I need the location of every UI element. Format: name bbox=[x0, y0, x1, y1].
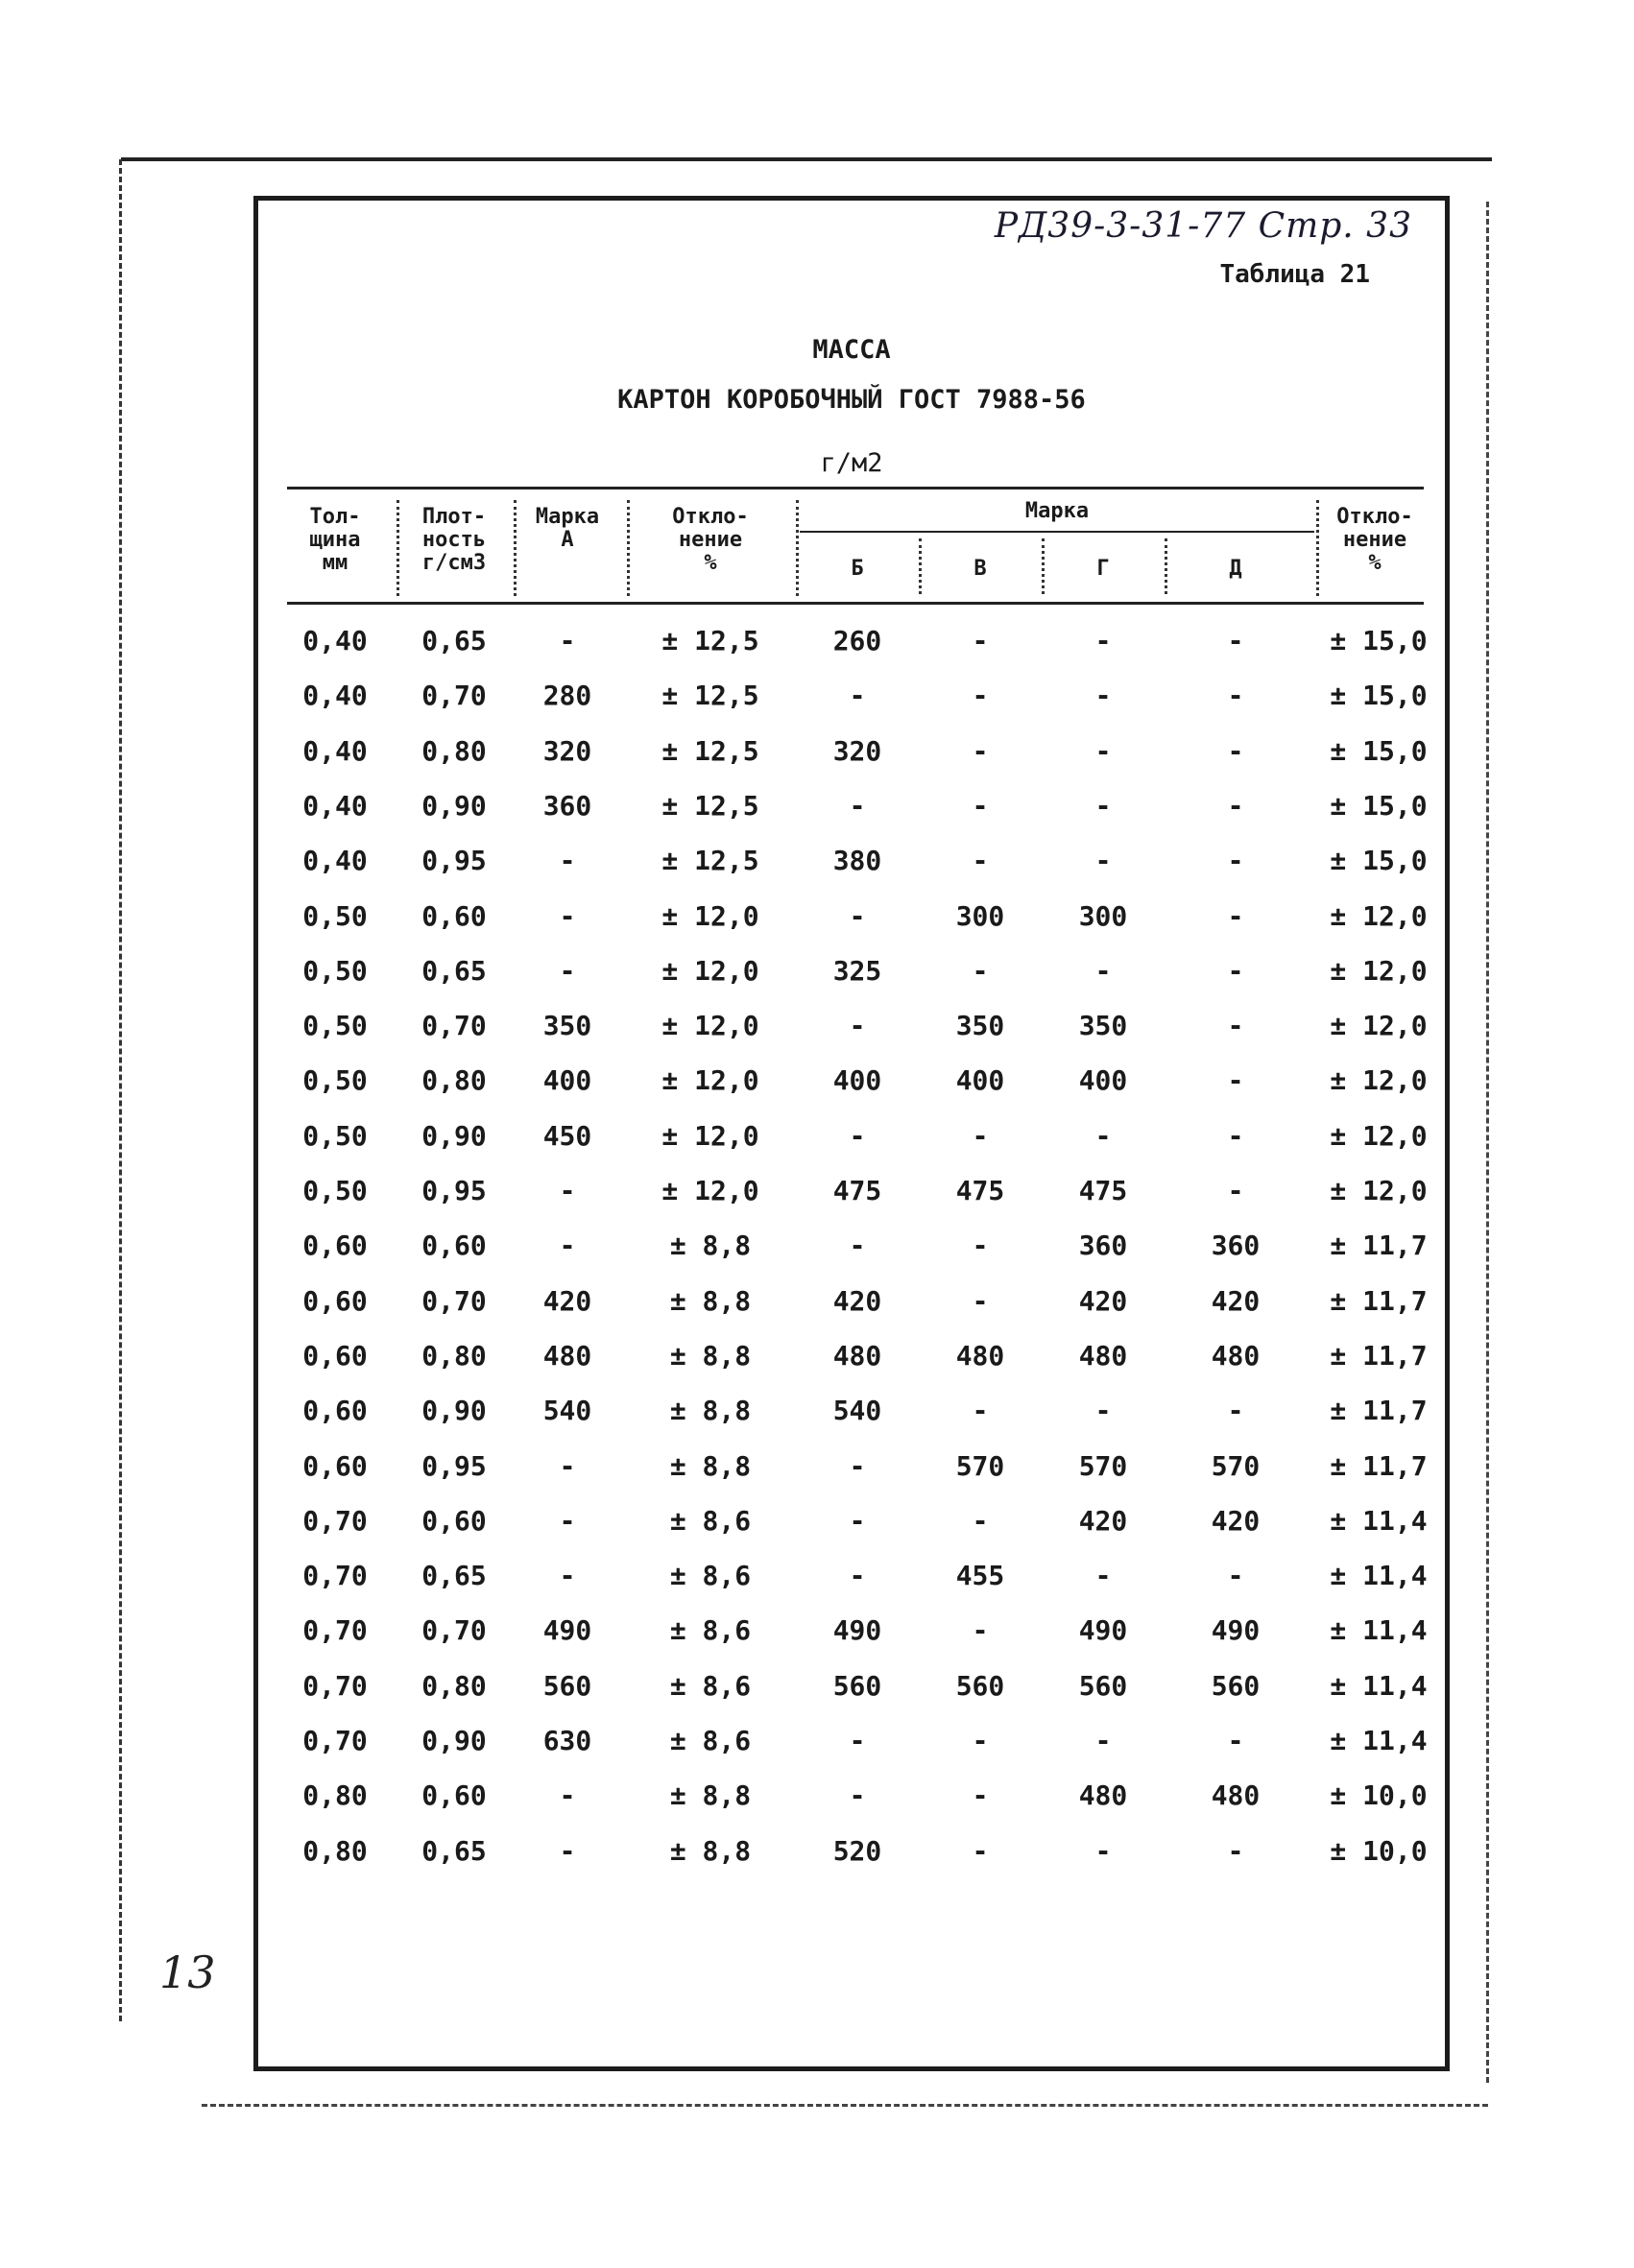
header-density-line2: ность bbox=[421, 528, 487, 552]
cell-grade-v: - bbox=[972, 1119, 989, 1152]
header-grade-v: В bbox=[973, 557, 987, 581]
table-row bbox=[258, 1340, 1445, 1394]
cell-deviation-a: ± 12,0 bbox=[661, 1175, 759, 1206]
cell-grade-a: - bbox=[559, 954, 576, 987]
cell-grade-d: - bbox=[1227, 899, 1244, 932]
cell-grade-g: 300 bbox=[1078, 899, 1128, 932]
cell-deviation: ± 12,0 bbox=[1330, 1010, 1428, 1042]
header-deviation-line1: Откло- bbox=[1336, 505, 1413, 529]
cell-grade-g: 420 bbox=[1078, 1504, 1128, 1537]
cell-thickness: 0,60 bbox=[302, 1449, 368, 1482]
document-frame bbox=[253, 196, 1450, 2071]
cell-deviation: ± 11,4 bbox=[1330, 1504, 1428, 1537]
cell-grade-d: - bbox=[1227, 734, 1244, 767]
cell-deviation: ± 11,4 bbox=[1330, 1725, 1428, 1756]
cell-grade-a: - bbox=[559, 1560, 576, 1592]
header-grade-b: Б bbox=[851, 557, 864, 581]
cell-density: 0,90 bbox=[421, 1395, 487, 1427]
cell-grade-g: 360 bbox=[1078, 1229, 1128, 1262]
cell-grade-v: - bbox=[972, 1725, 989, 1756]
cell-grade-v: - bbox=[972, 734, 989, 767]
cell-grade-g: 475 bbox=[1078, 1175, 1128, 1206]
cell-grade-a: - bbox=[559, 1834, 576, 1867]
header-grade-a-line1: Марка bbox=[535, 505, 600, 529]
cell-grade-a: 560 bbox=[542, 1669, 592, 1702]
table-row bbox=[258, 1395, 1445, 1448]
cell-grade-d: - bbox=[1227, 1560, 1244, 1592]
cell-thickness: 0,70 bbox=[302, 1504, 368, 1537]
cell-grade-d: 490 bbox=[1211, 1614, 1261, 1647]
cell-grade-g: 480 bbox=[1078, 1779, 1128, 1812]
header-separator bbox=[1316, 500, 1319, 596]
table-row bbox=[258, 845, 1445, 898]
cell-grade-g: - bbox=[1094, 789, 1112, 822]
cell-grade-a: - bbox=[559, 1449, 576, 1482]
cell-density: 0,65 bbox=[421, 1834, 487, 1867]
cell-deviation-a: ± 8,8 bbox=[669, 1779, 752, 1812]
cell-density: 0,70 bbox=[421, 680, 487, 712]
cell-grade-v: 455 bbox=[955, 1560, 1005, 1592]
cell-grade-a: 540 bbox=[542, 1395, 592, 1427]
cell-deviation-a: ± 8,8 bbox=[669, 1395, 752, 1427]
cell-grade-b: 490 bbox=[832, 1614, 882, 1647]
cell-deviation-a: ± 8,6 bbox=[669, 1669, 752, 1702]
header-separator bbox=[919, 538, 922, 594]
cell-grade-g: - bbox=[1094, 845, 1112, 877]
cell-grade-g: - bbox=[1094, 734, 1112, 767]
cell-density: 0,80 bbox=[421, 734, 487, 767]
table-row bbox=[258, 1010, 1445, 1063]
table-row bbox=[258, 680, 1445, 733]
cell-grade-v: - bbox=[972, 1834, 989, 1867]
cell-grade-g: 420 bbox=[1078, 1284, 1128, 1317]
cell-grade-g: - bbox=[1094, 1834, 1112, 1867]
table-row bbox=[258, 1450, 1445, 1504]
cell-grade-d: - bbox=[1227, 1395, 1244, 1427]
cell-density: 0,80 bbox=[421, 1339, 487, 1372]
header-deviation-rest bbox=[1322, 506, 1428, 575]
cell-grade-v: 350 bbox=[955, 1010, 1005, 1042]
cell-grade-v: 570 bbox=[955, 1449, 1005, 1482]
cell-grade-v: - bbox=[972, 845, 989, 877]
cell-deviation-a: ± 12,0 bbox=[661, 1119, 759, 1152]
cell-density: 0,60 bbox=[421, 899, 487, 932]
cell-grade-d: - bbox=[1227, 1175, 1244, 1206]
cell-grade-d: 360 bbox=[1211, 1229, 1261, 1262]
cell-deviation: ± 10,0 bbox=[1330, 1834, 1428, 1867]
cell-grade-d: 570 bbox=[1211, 1449, 1261, 1482]
header-thickness bbox=[287, 506, 383, 575]
cell-grade-b: 475 bbox=[832, 1175, 882, 1206]
cell-grade-d: - bbox=[1227, 625, 1244, 657]
cell-density: 0,60 bbox=[421, 1779, 487, 1812]
cell-thickness: 0,50 bbox=[302, 1175, 368, 1206]
cell-deviation-a: ± 12,0 bbox=[661, 954, 759, 987]
cell-grade-b: 420 bbox=[832, 1284, 882, 1317]
cell-grade-g: 570 bbox=[1078, 1449, 1128, 1482]
cell-grade-b: - bbox=[849, 1560, 866, 1592]
outer-frame-left bbox=[119, 159, 125, 2021]
cell-deviation-a: ± 8,8 bbox=[669, 1449, 752, 1482]
cell-density: 0,70 bbox=[421, 1010, 487, 1042]
header-grade-group: Марка bbox=[1024, 499, 1090, 523]
table-row bbox=[258, 1120, 1445, 1174]
cell-thickness: 0,70 bbox=[302, 1669, 368, 1702]
cell-grade-g: - bbox=[1094, 954, 1112, 987]
title-unit: г/м2 bbox=[820, 448, 883, 478]
cell-deviation-a: ± 8,8 bbox=[669, 1229, 752, 1262]
cell-grade-v: - bbox=[972, 1284, 989, 1317]
table-row bbox=[258, 1229, 1445, 1283]
cell-grade-d: 480 bbox=[1211, 1339, 1261, 1372]
header-separator bbox=[514, 500, 517, 596]
cell-thickness: 0,50 bbox=[302, 899, 368, 932]
cell-grade-b: - bbox=[849, 1779, 866, 1812]
header-separator bbox=[627, 500, 630, 596]
cell-grade-d: 420 bbox=[1211, 1284, 1261, 1317]
header-separator bbox=[396, 500, 399, 596]
cell-grade-a: 490 bbox=[542, 1614, 592, 1647]
cell-grade-a: 480 bbox=[542, 1339, 592, 1372]
cell-deviation: ± 11,7 bbox=[1330, 1339, 1428, 1372]
cell-grade-a: 280 bbox=[542, 680, 592, 712]
header-deviation-a bbox=[633, 506, 788, 575]
header-rule-top bbox=[287, 487, 1424, 489]
cell-density: 0,70 bbox=[421, 1284, 487, 1317]
cell-grade-v: - bbox=[972, 1614, 989, 1647]
cell-density: 0,65 bbox=[421, 1560, 487, 1592]
cell-deviation-a: ± 8,8 bbox=[669, 1284, 752, 1317]
cell-deviation: ± 12,0 bbox=[1330, 954, 1428, 987]
cell-deviation: ± 11,7 bbox=[1330, 1395, 1428, 1427]
cell-grade-d: - bbox=[1227, 1064, 1244, 1097]
cell-grade-v: - bbox=[972, 1395, 989, 1427]
cell-deviation: ± 10,0 bbox=[1330, 1779, 1428, 1812]
cell-grade-d: - bbox=[1227, 789, 1244, 822]
cell-grade-d: - bbox=[1227, 680, 1244, 712]
cell-grade-d: 560 bbox=[1211, 1669, 1261, 1702]
cell-grade-g: - bbox=[1094, 1725, 1112, 1756]
cell-grade-g: 490 bbox=[1078, 1614, 1128, 1647]
cell-deviation: ± 15,0 bbox=[1330, 734, 1428, 767]
cell-grade-a: - bbox=[559, 1175, 576, 1206]
cell-deviation-a: ± 8,6 bbox=[669, 1504, 752, 1537]
cell-grade-d: - bbox=[1227, 845, 1244, 877]
cell-thickness: 0,60 bbox=[302, 1284, 368, 1317]
cell-grade-d: - bbox=[1227, 1834, 1244, 1867]
title-mass: МАССА bbox=[812, 335, 891, 365]
cell-deviation-a: ± 12,5 bbox=[661, 789, 759, 822]
header-thickness-line2: щина bbox=[309, 528, 361, 552]
cell-grade-g: - bbox=[1094, 1119, 1112, 1152]
cell-deviation: ± 12,0 bbox=[1330, 1119, 1428, 1152]
cell-grade-g: 480 bbox=[1078, 1339, 1128, 1372]
table-row bbox=[258, 1835, 1445, 1889]
header-density-line1: Плот- bbox=[421, 505, 487, 529]
table-row bbox=[258, 735, 1445, 789]
cell-grade-v: - bbox=[972, 1779, 989, 1812]
cell-grade-b: 325 bbox=[832, 954, 882, 987]
table-row bbox=[258, 1614, 1445, 1668]
header-deviation-line3: % bbox=[1368, 551, 1382, 575]
cell-thickness: 0,40 bbox=[302, 680, 368, 712]
cell-grade-g: - bbox=[1094, 1395, 1112, 1427]
cell-grade-b: - bbox=[849, 1119, 866, 1152]
outer-frame-right bbox=[1486, 202, 1492, 2083]
cell-thickness: 0,70 bbox=[302, 1725, 368, 1756]
outer-frame-bottom bbox=[202, 2104, 1488, 2107]
cell-grade-a: 450 bbox=[542, 1119, 592, 1152]
cell-grade-b: 380 bbox=[832, 845, 882, 877]
cell-grade-v: 400 bbox=[955, 1064, 1005, 1097]
cell-grade-b: - bbox=[849, 1725, 866, 1756]
cell-deviation: ± 11,4 bbox=[1330, 1669, 1428, 1702]
table-row bbox=[258, 1560, 1445, 1613]
cell-grade-b: - bbox=[849, 680, 866, 712]
cell-grade-b: - bbox=[849, 1504, 866, 1537]
cell-density: 0,90 bbox=[421, 1725, 487, 1756]
cell-grade-v: - bbox=[972, 625, 989, 657]
cell-thickness: 0,80 bbox=[302, 1834, 368, 1867]
cell-grade-v: 560 bbox=[955, 1669, 1005, 1702]
cell-grade-a: - bbox=[559, 1229, 576, 1262]
cell-grade-g: - bbox=[1094, 625, 1112, 657]
cell-grade-b: - bbox=[849, 1449, 866, 1482]
document-code: РД39-3-31-77 Стр. 33 bbox=[994, 206, 1412, 246]
cell-deviation: ± 12,0 bbox=[1330, 1175, 1428, 1206]
header-deviation-a-line3: % bbox=[704, 551, 717, 575]
cell-grade-d: 420 bbox=[1211, 1504, 1261, 1537]
cell-grade-a: 350 bbox=[542, 1010, 592, 1042]
header-grade-a-line2: А bbox=[561, 528, 574, 552]
cell-thickness: 0,70 bbox=[302, 1614, 368, 1647]
cell-deviation-a: ± 12,5 bbox=[661, 625, 759, 657]
cell-grade-a: 320 bbox=[542, 734, 592, 767]
table-row bbox=[258, 1285, 1445, 1339]
cell-grade-d: - bbox=[1227, 1119, 1244, 1152]
cell-deviation: ± 15,0 bbox=[1330, 680, 1428, 712]
cell-deviation-a: ± 8,8 bbox=[669, 1339, 752, 1372]
cell-thickness: 0,40 bbox=[302, 625, 368, 657]
title-material: КАРТОН КОРОБОЧНЫЙ ГОСТ 7988-56 bbox=[617, 385, 1086, 415]
cell-density: 0,80 bbox=[421, 1669, 487, 1702]
cell-deviation-a: ± 12,0 bbox=[661, 899, 759, 932]
table-row bbox=[258, 1505, 1445, 1559]
table-row bbox=[258, 1670, 1445, 1724]
cell-deviation: ± 15,0 bbox=[1330, 789, 1428, 822]
cell-thickness: 0,50 bbox=[302, 1064, 368, 1097]
cell-thickness: 0,40 bbox=[302, 734, 368, 767]
cell-deviation-a: ± 8,8 bbox=[669, 1834, 752, 1867]
cell-thickness: 0,50 bbox=[302, 954, 368, 987]
cell-deviation-a: ± 8,6 bbox=[669, 1614, 752, 1647]
cell-grade-d: - bbox=[1227, 1725, 1244, 1756]
cell-grade-g: 400 bbox=[1078, 1064, 1128, 1097]
cell-thickness: 0,60 bbox=[302, 1339, 368, 1372]
cell-density: 0,95 bbox=[421, 845, 487, 877]
cell-grade-g: - bbox=[1094, 1560, 1112, 1592]
cell-density: 0,90 bbox=[421, 1119, 487, 1152]
cell-grade-b: 260 bbox=[832, 625, 882, 657]
cell-grade-v: - bbox=[972, 1229, 989, 1262]
cell-deviation-a: ± 12,0 bbox=[661, 1064, 759, 1097]
cell-density: 0,60 bbox=[421, 1229, 487, 1262]
cell-thickness: 0,40 bbox=[302, 845, 368, 877]
cell-grade-b: - bbox=[849, 1010, 866, 1042]
header-separator bbox=[1165, 538, 1167, 594]
cell-grade-b: 400 bbox=[832, 1064, 882, 1097]
cell-density: 0,80 bbox=[421, 1064, 487, 1097]
cell-grade-a: - bbox=[559, 625, 576, 657]
cell-grade-b: - bbox=[849, 789, 866, 822]
cell-grade-a: - bbox=[559, 845, 576, 877]
outer-frame-top bbox=[121, 157, 1492, 161]
header-rule-bottom bbox=[287, 602, 1424, 605]
cell-grade-v: - bbox=[972, 1504, 989, 1537]
header-grade-g: Г bbox=[1096, 557, 1110, 581]
page-number: 13 bbox=[159, 1946, 216, 1998]
cell-grade-d: 480 bbox=[1211, 1779, 1261, 1812]
cell-density: 0,65 bbox=[421, 625, 487, 657]
cell-deviation-a: ± 12,5 bbox=[661, 680, 759, 712]
cell-grade-a: 360 bbox=[542, 789, 592, 822]
cell-grade-b: - bbox=[849, 899, 866, 932]
cell-density: 0,95 bbox=[421, 1175, 487, 1206]
header-separator bbox=[796, 500, 799, 596]
table-row bbox=[258, 1175, 1445, 1229]
cell-grade-b: 480 bbox=[832, 1339, 882, 1372]
cell-deviation: ± 15,0 bbox=[1330, 625, 1428, 657]
cell-thickness: 0,40 bbox=[302, 789, 368, 822]
table-row bbox=[258, 1725, 1445, 1779]
cell-grade-d: - bbox=[1227, 954, 1244, 987]
table-row bbox=[258, 900, 1445, 954]
cell-grade-v: - bbox=[972, 954, 989, 987]
cell-thickness: 0,60 bbox=[302, 1395, 368, 1427]
cell-thickness: 0,50 bbox=[302, 1119, 368, 1152]
cell-deviation-a: ± 8,6 bbox=[669, 1725, 752, 1756]
cell-grade-a: - bbox=[559, 1504, 576, 1537]
cell-grade-a: 420 bbox=[542, 1284, 592, 1317]
header-deviation-a-line1: Откло- bbox=[672, 505, 749, 529]
cell-density: 0,90 bbox=[421, 789, 487, 822]
header-density-line3: г/см3 bbox=[421, 551, 487, 575]
cell-grade-b: 540 bbox=[832, 1395, 882, 1427]
cell-grade-b: - bbox=[849, 1229, 866, 1262]
cell-grade-b: 320 bbox=[832, 734, 882, 767]
cell-grade-d: - bbox=[1227, 1010, 1244, 1042]
cell-thickness: 0,70 bbox=[302, 1560, 368, 1592]
header-thickness-line1: Тол- bbox=[309, 505, 361, 529]
table-row bbox=[258, 790, 1445, 844]
cell-grade-a: 630 bbox=[542, 1725, 592, 1756]
cell-grade-g: 560 bbox=[1078, 1669, 1128, 1702]
header-separator bbox=[1042, 538, 1045, 594]
header-deviation-a-line2: нение bbox=[678, 528, 743, 552]
cell-thickness: 0,60 bbox=[302, 1229, 368, 1262]
cell-grade-v: - bbox=[972, 680, 989, 712]
table-row bbox=[258, 1064, 1445, 1118]
header-deviation-line2: нение bbox=[1342, 528, 1407, 552]
cell-grade-v: 475 bbox=[955, 1175, 1005, 1206]
cell-thickness: 0,50 bbox=[302, 1010, 368, 1042]
table-row bbox=[258, 1779, 1445, 1833]
cell-density: 0,65 bbox=[421, 954, 487, 987]
table-row bbox=[258, 955, 1445, 1009]
cell-deviation-a: ± 12,5 bbox=[661, 845, 759, 877]
header-density bbox=[402, 506, 506, 575]
table-label: Таблица 21 bbox=[1219, 260, 1370, 289]
cell-density: 0,95 bbox=[421, 1449, 487, 1482]
cell-thickness: 0,80 bbox=[302, 1779, 368, 1812]
header-thickness-line3: мм bbox=[322, 551, 348, 575]
cell-grade-b: 560 bbox=[832, 1669, 882, 1702]
cell-grade-g: - bbox=[1094, 680, 1112, 712]
cell-grade-b: 520 bbox=[832, 1834, 882, 1867]
cell-deviation: ± 11,4 bbox=[1330, 1614, 1428, 1647]
cell-deviation-a: ± 12,0 bbox=[661, 1010, 759, 1042]
cell-deviation: ± 12,0 bbox=[1330, 899, 1428, 932]
header-rule-grade-group bbox=[800, 531, 1314, 533]
cell-deviation: ± 12,0 bbox=[1330, 1064, 1428, 1097]
cell-deviation-a: ± 12,5 bbox=[661, 734, 759, 767]
cell-deviation: ± 15,0 bbox=[1330, 845, 1428, 877]
cell-grade-a: - bbox=[559, 1779, 576, 1812]
cell-grade-v: 480 bbox=[955, 1339, 1005, 1372]
header-grade-d: Д bbox=[1229, 557, 1242, 581]
cell-deviation: ± 11,7 bbox=[1330, 1284, 1428, 1317]
cell-grade-v: 300 bbox=[955, 899, 1005, 932]
cell-density: 0,60 bbox=[421, 1504, 487, 1537]
cell-grade-g: 350 bbox=[1078, 1010, 1128, 1042]
cell-grade-v: - bbox=[972, 789, 989, 822]
cell-density: 0,70 bbox=[421, 1614, 487, 1647]
cell-deviation: ± 11,7 bbox=[1330, 1229, 1428, 1262]
cell-deviation: ± 11,4 bbox=[1330, 1560, 1428, 1592]
table-row bbox=[258, 625, 1445, 679]
cell-deviation: ± 11,7 bbox=[1330, 1449, 1428, 1482]
cell-grade-a: 400 bbox=[542, 1064, 592, 1097]
cell-grade-a: - bbox=[559, 899, 576, 932]
cell-deviation-a: ± 8,6 bbox=[669, 1560, 752, 1592]
header-grade-a bbox=[519, 506, 615, 552]
